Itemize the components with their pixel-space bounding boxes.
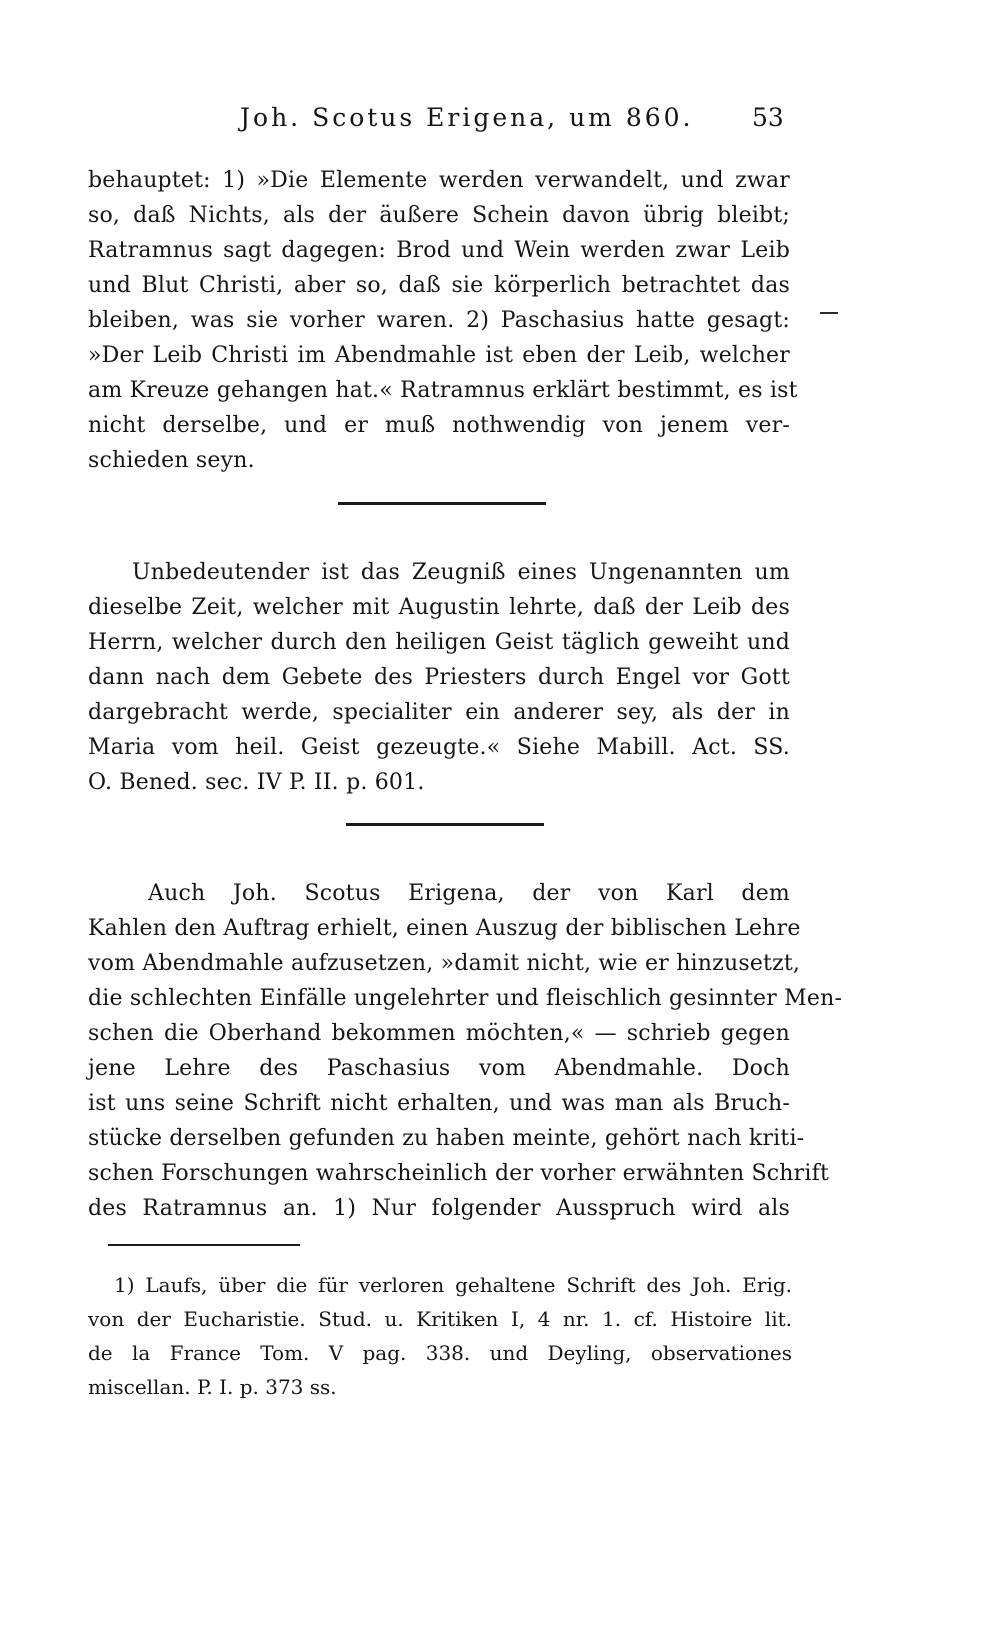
text-line: so, daß Nichts, als der äußere Schein davon übrig bleibt; (88, 203, 790, 228)
text-line: des Ratramnus an. 1) Nur folgender Ausspruch wird als (88, 1196, 790, 1221)
margin-mark (820, 312, 838, 314)
footnote-line: 1) Laufs, über die für verloren gehaltene Schrift des Joh. Erig. (114, 1273, 792, 1297)
footnote-line: de la France Tom. V pag. 338. und Deyling, observationes (88, 1341, 792, 1365)
footnote-line: miscellan. P. I. p. 373 ss. (88, 1375, 337, 1399)
text-line: schen Forschungen wahrscheinlich der vorher erwähnten Schrift (88, 1161, 830, 1186)
page-number: 53 (752, 103, 784, 132)
text-line: behauptet: 1) »Die Elemente werden verwandelt, und zwar (88, 168, 790, 193)
text-line: Maria vom heil. Geist gezeugte.« Siehe Mabill. Act. SS. (88, 735, 790, 760)
text-line: dieselbe Zeit, welcher mit Augustin lehrte, daß der Leib des (88, 595, 790, 620)
section-divider (338, 502, 546, 505)
footnote-rule (108, 1244, 300, 1246)
footnote-line: von der Eucharistie. Stud. u. Kritiken I, 4 nr. 1. cf. Histoire lit. (88, 1307, 792, 1331)
text-line: und Blut Christi, aber so, daß sie körperlich betrachtet das (88, 273, 790, 298)
text-line: am Kreuze gehangen hat.« Ratramnus erklärt bestimmt, es ist (88, 378, 798, 403)
text-line: schen die Oberhand bekommen möchten,« — schrieb gegen (88, 1021, 790, 1046)
text-line: ist uns seine Schrift nicht erhalten, und was man als Bruch- (88, 1091, 790, 1116)
text-line: Kahlen den Auftrag erhielt, einen Auszug der biblischen Lehre (88, 916, 801, 941)
text-line: jene Lehre des Paschasius vom Abendmahle. Doch (88, 1056, 790, 1081)
running-title: Joh. Scotus Erigena, um 860. (240, 103, 694, 132)
text-line: dann nach dem Gebete des Priesters durch Engel vor Gott (88, 665, 790, 690)
text-line: O. Bened. sec. IV P. II. p. 601. (88, 770, 425, 795)
text-line: »Der Leib Christi im Abendmahle ist eben der Leib, welcher (88, 343, 790, 368)
text-line: schieden seyn. (88, 448, 255, 473)
text-line: vom Abendmahle aufzusetzen, »damit nicht, wie er hinzusetzt, (88, 951, 801, 976)
text-line: Herrn, welcher durch den heiligen Geist täglich geweiht und (88, 630, 790, 655)
text-line: nicht derselbe, und er muß nothwendig von jenem ver- (88, 413, 790, 438)
text-line: bleiben, was sie vorher waren. 2) Paschasius hatte gesagt: (88, 308, 790, 333)
text-line: Auch Joh. Scotus Erigena, der von Karl dem (148, 881, 790, 906)
text-line: die schlechten Einfälle ungelehrter und fleischlich gesinnter Men- (88, 986, 843, 1011)
text-line: stücke derselben gefunden zu haben meinte, gehört nach kriti- (88, 1126, 805, 1151)
text-line: dargebracht werde, specialiter ein anderer sey, als der in (88, 700, 790, 725)
text-line: Ratramnus sagt dagegen: Brod und Wein werden zwar Leib (88, 238, 790, 263)
text-line: Unbedeutender ist das Zeugniß eines Ungenannten um (132, 560, 790, 585)
section-divider (346, 823, 544, 826)
